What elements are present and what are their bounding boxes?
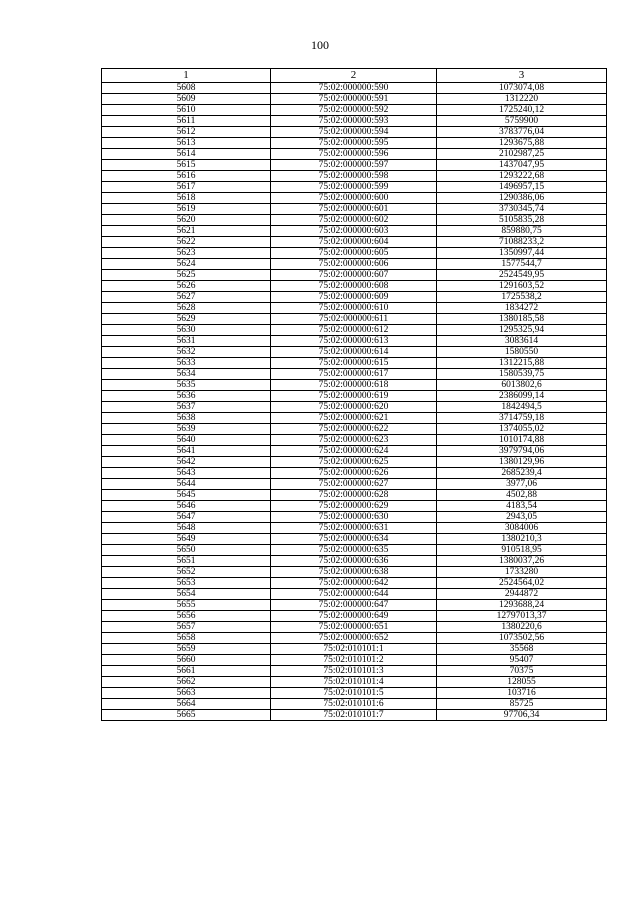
table-row <box>102 369 607 380</box>
table-row <box>102 347 607 358</box>
value-cell: 4183,54 <box>437 501 607 512</box>
cadastral-number-cell: 75:02:000000:600 <box>271 193 437 204</box>
cadastral-number-cell: 75:02:000000:647 <box>271 600 437 611</box>
value-cell: 1293675,88 <box>437 138 607 149</box>
table-row <box>102 633 607 644</box>
cadastral-number-cell: 75:02:000000:636 <box>271 556 437 567</box>
table-row <box>102 358 607 369</box>
row-number-cell: 5621 <box>102 226 271 237</box>
row-number-cell: 5653 <box>102 578 271 589</box>
table-row <box>102 512 607 523</box>
value-cell: 1293222,68 <box>437 171 607 182</box>
value-cell: 2102987,25 <box>437 149 607 160</box>
row-number-cell: 5644 <box>102 479 271 490</box>
cadastral-number-cell: 75:02:000000:638 <box>271 567 437 578</box>
table-row <box>102 644 607 655</box>
cadastral-number-cell: 75:02:000000:618 <box>271 380 437 391</box>
cadastral-number-cell: 75:02:000000:598 <box>271 171 437 182</box>
cadastral-number-cell: 75:02:000000:615 <box>271 358 437 369</box>
value-cell: 1725538,2 <box>437 292 607 303</box>
cadastral-number-cell: 75:02:000000:634 <box>271 534 437 545</box>
table-row <box>102 402 607 413</box>
value-cell: 1380210,3 <box>437 534 607 545</box>
value-cell: 128055 <box>437 677 607 688</box>
cadastral-number-cell: 75:02:000000:631 <box>271 523 437 534</box>
table-header <box>102 69 607 83</box>
value-cell: 1291603,52 <box>437 281 607 292</box>
value-cell: 1380129,96 <box>437 457 607 468</box>
table-row <box>102 116 607 127</box>
value-cell: 3783776,04 <box>437 127 607 138</box>
table-row <box>102 292 607 303</box>
value-cell: 859880,75 <box>437 226 607 237</box>
row-number-cell: 5650 <box>102 545 271 556</box>
page-number: 100 <box>311 38 329 52</box>
table-row <box>102 710 607 721</box>
cadastral-number-cell: 75:02:000000:622 <box>271 424 437 435</box>
table-row <box>102 578 607 589</box>
table-row <box>102 325 607 336</box>
value-cell: 2386099,14 <box>437 391 607 402</box>
table-row <box>102 303 607 314</box>
row-number-cell: 5662 <box>102 677 271 688</box>
cadastral-number-cell: 75:02:000000:590 <box>271 83 437 94</box>
cadastral-number-cell: 75:02:000000:613 <box>271 336 437 347</box>
cadastral-number-cell: 75:02:000000:624 <box>271 446 437 457</box>
row-number-cell: 5656 <box>102 611 271 622</box>
row-number-cell: 5613 <box>102 138 271 149</box>
cadastral-number-cell: 75:02:000000:593 <box>271 116 437 127</box>
row-number-cell: 5629 <box>102 314 271 325</box>
row-number-cell: 5637 <box>102 402 271 413</box>
table-row <box>102 281 607 292</box>
value-cell: 1496957,15 <box>437 182 607 193</box>
cadastral-number-cell: 75:02:000000:610 <box>271 303 437 314</box>
value-cell: 70375 <box>437 666 607 677</box>
table-row <box>102 446 607 457</box>
value-cell: 910518,95 <box>437 545 607 556</box>
row-number-cell: 5664 <box>102 699 271 710</box>
cadastral-number-cell: 75:02:000000:649 <box>271 611 437 622</box>
table-row <box>102 600 607 611</box>
data-table <box>101 68 607 721</box>
table-row <box>102 567 607 578</box>
table-row <box>102 149 607 160</box>
value-cell: 5105835,28 <box>437 215 607 226</box>
value-cell: 1577544,7 <box>437 259 607 270</box>
column-header-3: 3 <box>437 69 607 83</box>
cadastral-number-cell: 75:02:000000:630 <box>271 512 437 523</box>
table-row <box>102 160 607 171</box>
cadastral-number-cell: 75:02:000000:607 <box>271 270 437 281</box>
row-number-cell: 5610 <box>102 105 271 116</box>
row-number-cell: 5651 <box>102 556 271 567</box>
value-cell: 1380185,58 <box>437 314 607 325</box>
table-row <box>102 248 607 259</box>
table-row <box>102 435 607 446</box>
value-cell: 3084006 <box>437 523 607 534</box>
row-number-cell: 5615 <box>102 160 271 171</box>
table-row <box>102 677 607 688</box>
cadastral-number-cell: 75:02:000000:595 <box>271 138 437 149</box>
table-row <box>102 270 607 281</box>
row-number-cell: 5609 <box>102 94 271 105</box>
value-cell: 3977,06 <box>437 479 607 490</box>
value-cell: 1380037,26 <box>437 556 607 567</box>
cadastral-number-cell: 75:02:010101:2 <box>271 655 437 666</box>
value-cell: 1350997,44 <box>437 248 607 259</box>
cadastral-number-cell: 75:02:000000:625 <box>271 457 437 468</box>
value-cell: 85725 <box>437 699 607 710</box>
row-number-cell: 5623 <box>102 248 271 259</box>
cadastral-number-cell: 75:02:000000:642 <box>271 578 437 589</box>
row-number-cell: 5624 <box>102 259 271 270</box>
row-number-cell: 5616 <box>102 171 271 182</box>
row-number-cell: 5645 <box>102 490 271 501</box>
row-number-cell: 5636 <box>102 391 271 402</box>
table-row <box>102 457 607 468</box>
table-row <box>102 336 607 347</box>
table-row <box>102 193 607 204</box>
value-cell: 3979794,06 <box>437 446 607 457</box>
table-row <box>102 94 607 105</box>
value-cell: 3714759,18 <box>437 413 607 424</box>
row-number-cell: 5643 <box>102 468 271 479</box>
table-row <box>102 666 607 677</box>
table-row <box>102 391 607 402</box>
row-number-cell: 5657 <box>102 622 271 633</box>
cadastral-number-cell: 75:02:000000:628 <box>271 490 437 501</box>
row-number-cell: 5655 <box>102 600 271 611</box>
table-row <box>102 490 607 501</box>
table-body <box>102 83 607 721</box>
cadastral-number-cell: 75:02:000000:614 <box>271 347 437 358</box>
row-number-cell: 5625 <box>102 270 271 281</box>
table-row <box>102 413 607 424</box>
cadastral-number-cell: 75:02:000000:629 <box>271 501 437 512</box>
table-row <box>102 226 607 237</box>
cadastral-number-cell: 75:02:000000:605 <box>271 248 437 259</box>
value-cell: 95407 <box>437 655 607 666</box>
value-cell: 1725240,12 <box>437 105 607 116</box>
row-number-cell: 5663 <box>102 688 271 699</box>
row-number-cell: 5649 <box>102 534 271 545</box>
table-row <box>102 204 607 215</box>
row-number-cell: 5614 <box>102 149 271 160</box>
value-cell: 1580550 <box>437 347 607 358</box>
row-number-cell: 5628 <box>102 303 271 314</box>
table-row <box>102 622 607 633</box>
row-number-cell: 5640 <box>102 435 271 446</box>
row-number-cell: 5658 <box>102 633 271 644</box>
table-row <box>102 105 607 116</box>
row-number-cell: 5639 <box>102 424 271 435</box>
cadastral-number-cell: 75:02:000000:626 <box>271 468 437 479</box>
row-number-cell: 5654 <box>102 589 271 600</box>
row-number-cell: 5642 <box>102 457 271 468</box>
value-cell: 35568 <box>437 644 607 655</box>
value-cell: 1312215,88 <box>437 358 607 369</box>
table-row <box>102 501 607 512</box>
table-row <box>102 479 607 490</box>
value-cell: 1380220,6 <box>437 622 607 633</box>
cadastral-number-cell: 75:02:000000:609 <box>271 292 437 303</box>
value-cell: 1580539,75 <box>437 369 607 380</box>
value-cell: 1733280 <box>437 567 607 578</box>
table-row <box>102 127 607 138</box>
table-row <box>102 138 607 149</box>
row-number-cell: 5638 <box>102 413 271 424</box>
value-cell: 1437047,95 <box>437 160 607 171</box>
value-cell: 1312220 <box>437 94 607 105</box>
column-header-1: 1 <box>102 69 271 83</box>
row-number-cell: 5627 <box>102 292 271 303</box>
table-row <box>102 589 607 600</box>
table-row <box>102 424 607 435</box>
table-row <box>102 380 607 391</box>
row-number-cell: 5646 <box>102 501 271 512</box>
value-cell: 3083614 <box>437 336 607 347</box>
value-cell: 2524549,95 <box>437 270 607 281</box>
value-cell: 1295325,94 <box>437 325 607 336</box>
cadastral-number-cell: 75:02:000000:596 <box>271 149 437 160</box>
row-number-cell: 5631 <box>102 336 271 347</box>
cadastral-number-cell: 75:02:000000:619 <box>271 391 437 402</box>
cadastral-number-cell: 75:02:000000:592 <box>271 105 437 116</box>
cadastral-number-cell: 75:02:000000:601 <box>271 204 437 215</box>
cadastral-number-cell: 75:02:000000:644 <box>271 589 437 600</box>
cadastral-number-cell: 75:02:000000:617 <box>271 369 437 380</box>
row-number-cell: 5647 <box>102 512 271 523</box>
row-number-cell: 5635 <box>102 380 271 391</box>
cadastral-number-cell: 75:02:000000:608 <box>271 281 437 292</box>
value-cell: 5759900 <box>437 116 607 127</box>
table-row <box>102 611 607 622</box>
table-row <box>102 688 607 699</box>
row-number-cell: 5618 <box>102 193 271 204</box>
row-number-cell: 5619 <box>102 204 271 215</box>
value-cell: 12797013,37 <box>437 611 607 622</box>
row-number-cell: 5641 <box>102 446 271 457</box>
table-row <box>102 83 607 94</box>
row-number-cell: 5611 <box>102 116 271 127</box>
cadastral-number-cell: 75:02:000000:599 <box>271 182 437 193</box>
cadastral-number-cell: 75:02:000000:602 <box>271 215 437 226</box>
table-row <box>102 556 607 567</box>
table-row <box>102 523 607 534</box>
table-row <box>102 171 607 182</box>
row-number-cell: 5659 <box>102 644 271 655</box>
value-cell: 6013802,6 <box>437 380 607 391</box>
cadastral-number-cell: 75:02:010101:7 <box>271 710 437 721</box>
cadastral-number-cell: 75:02:000000:635 <box>271 545 437 556</box>
table-row <box>102 259 607 270</box>
table-row <box>102 468 607 479</box>
row-number-cell: 5626 <box>102 281 271 292</box>
cadastral-number-cell: 75:02:000000:594 <box>271 127 437 138</box>
value-cell: 103716 <box>437 688 607 699</box>
row-number-cell: 5660 <box>102 655 271 666</box>
value-cell: 1073502,56 <box>437 633 607 644</box>
value-cell: 1842494,5 <box>437 402 607 413</box>
cadastral-number-cell: 75:02:000000:623 <box>271 435 437 446</box>
row-number-cell: 5661 <box>102 666 271 677</box>
cadastral-number-cell: 75:02:000000:627 <box>271 479 437 490</box>
table-row <box>102 237 607 248</box>
value-cell: 4502,88 <box>437 490 607 501</box>
value-cell: 1374055,02 <box>437 424 607 435</box>
row-number-cell: 5620 <box>102 215 271 226</box>
cadastral-number-cell: 75:02:000000:620 <box>271 402 437 413</box>
value-cell: 1290386,06 <box>437 193 607 204</box>
row-number-cell: 5622 <box>102 237 271 248</box>
value-cell: 3730345,74 <box>437 204 607 215</box>
value-cell: 2943,05 <box>437 512 607 523</box>
row-number-cell: 5608 <box>102 83 271 94</box>
row-number-cell: 5634 <box>102 369 271 380</box>
row-number-cell: 5630 <box>102 325 271 336</box>
row-number-cell: 5617 <box>102 182 271 193</box>
cadastral-number-cell: 75:02:010101:5 <box>271 688 437 699</box>
value-cell: 2944872 <box>437 589 607 600</box>
value-cell: 97706,34 <box>437 710 607 721</box>
cadastral-number-cell: 75:02:000000:604 <box>271 237 437 248</box>
cadastral-number-cell: 75:02:000000:597 <box>271 160 437 171</box>
table-row <box>102 215 607 226</box>
cadastral-number-cell: 75:02:010101:3 <box>271 666 437 677</box>
value-cell: 1834272 <box>437 303 607 314</box>
cadastral-number-cell: 75:02:000000:612 <box>271 325 437 336</box>
value-cell: 1010174,88 <box>437 435 607 446</box>
table-row <box>102 655 607 666</box>
value-cell: 2685239,4 <box>437 468 607 479</box>
row-number-cell: 5652 <box>102 567 271 578</box>
value-cell: 1293688,24 <box>437 600 607 611</box>
cadastral-number-cell: 75:02:000000:603 <box>271 226 437 237</box>
cadastral-number-cell: 75:02:000000:611 <box>271 314 437 325</box>
value-cell: 2524564,02 <box>437 578 607 589</box>
table-row <box>102 699 607 710</box>
cadastral-number-cell: 75:02:000000:652 <box>271 633 437 644</box>
table-row <box>102 182 607 193</box>
row-number-cell: 5633 <box>102 358 271 369</box>
row-number-cell: 5648 <box>102 523 271 534</box>
cadastral-number-cell: 75:02:010101:6 <box>271 699 437 710</box>
cadastral-number-cell: 75:02:000000:621 <box>271 413 437 424</box>
table-row <box>102 545 607 556</box>
value-cell: 71088233,2 <box>437 237 607 248</box>
column-header-2: 2 <box>271 69 437 83</box>
table-row <box>102 534 607 545</box>
value-cell: 1073074,08 <box>437 83 607 94</box>
cadastral-number-cell: 75:02:010101:1 <box>271 644 437 655</box>
cadastral-number-cell: 75:02:000000:651 <box>271 622 437 633</box>
table-row <box>102 314 607 325</box>
row-number-cell: 5612 <box>102 127 271 138</box>
cadastral-number-cell: 75:02:000000:591 <box>271 94 437 105</box>
cadastral-number-cell: 75:02:010101:4 <box>271 677 437 688</box>
header-row <box>102 69 607 83</box>
row-number-cell: 5665 <box>102 710 271 721</box>
cadastral-number-cell: 75:02:000000:606 <box>271 259 437 270</box>
row-number-cell: 5632 <box>102 347 271 358</box>
